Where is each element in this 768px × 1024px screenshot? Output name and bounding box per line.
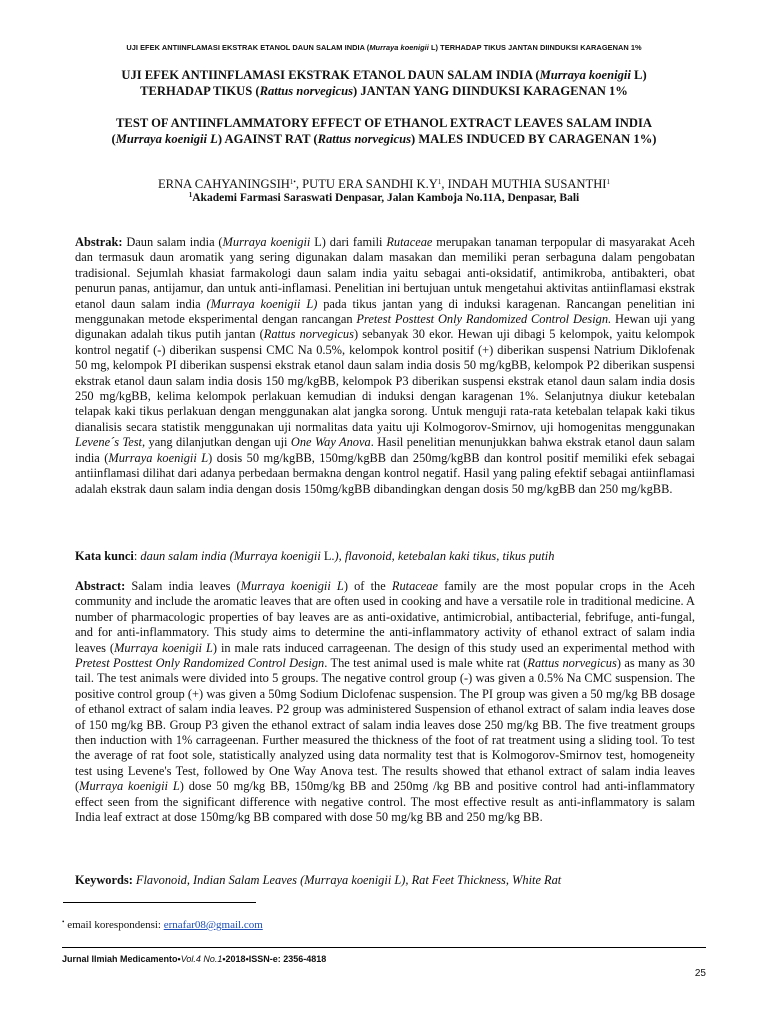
affiliation — [60, 191, 708, 206]
journal-volume: Vol.4 No.1 — [180, 954, 223, 964]
title-en-text: ) MALES INDUCED BY CARAGENAN 1%) — [411, 132, 657, 146]
title-id-text: L) — [630, 68, 647, 82]
title-en-text: TEST OF ANTIINFLAMMATORY EFFECT OF ETHANOL EXTRACT LEAVES SALAM INDIA — [116, 116, 652, 130]
abstract-text: pada tikus jantan yang di induksi karagenan. Rancangan penelitian ini menggunakan metode eksperimental dengan rancangan — [75, 296, 695, 327]
page-number: 25 — [694, 968, 706, 979]
keywords — [75, 873, 695, 888]
title-id-text: UJI EFEK ANTIINFLAMASI EKSTRAK ETANOL DAUN SALAM INDIA ( — [121, 68, 540, 82]
author-list — [60, 176, 708, 192]
abstract-text: . The test animal used is male white rat ( — [324, 656, 528, 671]
abstract-text: ) of the — [343, 579, 392, 593]
abstract-italic: One Way Anova — [290, 435, 371, 450]
abstract-italic: Murraya koenigii L — [240, 579, 344, 593]
abstract-text: Salam india leaves ( — [125, 579, 241, 593]
abstract-italic: Pretest Posttest Only Randomized Control Design. — [356, 312, 612, 327]
running-header-species: Murraya koenigii — [369, 43, 429, 52]
footnote-label: email korespondensi: — [64, 919, 164, 931]
footer-rule — [62, 947, 706, 948]
author-name: ERNA CAHYANINGSIH — [157, 177, 290, 191]
abstract-text: family are the most popular crops in the Aceh community and include the aromatic leaves that are often used in cooking and have a versatile role in traditional medicine. A number of pharmacologic properties of bay leaves are as anti-oxidative, antimicrobial, antibacterial, febrifuge, anti-fungal, and for anti-inflammatory. This study aims to determine the anti-inflammatory activity of ethanol extract of salam india leaves ( — [75, 579, 695, 655]
abstract-text: ) in male rats induced carrageenan. The design of this study used an experimental method with — [212, 640, 695, 655]
footnote-rule — [63, 902, 256, 903]
abstract-text: ) as many as 30 tail. The test animals were divided into 5 groups. The negative control group (-) was given a 0.5% Na CMC suspension. The positive control group (+) was given a 50mg Sodium Diclofenac suspension. The PI group was given a 50 mg/kg BB dosage of ethanol extract of salam india leaves. P2 group was administered Suspension of ethanol extract of salam india leaves dose of 150 mg/kg BB. Group P3 given the ethanol extract of salam india leaves dose 250 mg/kg BB. The five treatment groups then induction with 1% carrageenan. Further measured the thickness of the foot of rat treatment using a sliding tool. To test the average of rat foot sole, statistically analyzed using data normality test that is Kolmogorov-Smirnov test, homogeneity test using Levene's Test, followed by One Way Anova test. The results showed that ethanol extract of salam india leaves ( — [75, 656, 695, 794]
kata-kunci-label: Kata kunci — [75, 549, 134, 563]
abstract-italic: (Murraya koenigii L) — [206, 296, 318, 311]
keywords-label: Keywords: — [75, 873, 133, 887]
affiliation-text: Akademi Farmasi Saraswati Denpasar, Jalan Kamboja No.11A, Denpasar, Bali — [192, 192, 580, 204]
email-link[interactable]: ernafar08@gmail.com — [163, 919, 263, 931]
journal-issn: •2018•ISSN-e: 2356-4818 — [222, 954, 327, 964]
abstract-text: Daun salam india ( — [122, 235, 223, 249]
abstract-italic: Murraya koenigii L — [79, 779, 180, 794]
journal-footer — [62, 954, 326, 964]
abstract-italic: Murraya koenigii L — [108, 450, 209, 465]
author-affiliation-mark: 1 — [437, 178, 442, 186]
title-en-text: ( — [111, 132, 116, 146]
title-en-species: Murraya koenigii L — [115, 132, 218, 146]
abstract-text: . Hasil penelitian menunjukkan bahwa ekstrak etanol daun salam india ( — [75, 435, 695, 465]
abstract-italic: Pretest Posttest Only Randomized Control Design — [75, 656, 325, 671]
kata-kunci-text: L. — [323, 549, 335, 563]
abstract-italic: Rutaceae — [391, 579, 438, 593]
running-header-text-end: L) TERHADAP TIKUS JANTAN DIINDUKSI KARAGENAN 1% — [428, 43, 642, 52]
kata-kunci — [75, 549, 695, 564]
title-id-text: TERHADAP TIKUS ( — [140, 84, 260, 98]
abstract-indonesian — [75, 235, 695, 497]
title-en-text: ) AGAINST RAT ( — [217, 132, 318, 146]
kata-kunci-italic: daun salam india (Murraya koenigii — [140, 549, 324, 563]
journal-name: Jurnal Ilmiah Medicamento — [62, 954, 178, 964]
kata-kunci-colon: : — [133, 549, 141, 563]
abstract-text: L) dari famili — [310, 235, 387, 249]
abstract-label: Abstrak: — [75, 235, 123, 249]
footnote — [62, 918, 263, 932]
title-indonesian — [60, 67, 708, 99]
abstract-italic: Rattus norvegicus — [263, 327, 354, 342]
author-name: , PUTU ERA SANDHI K.Y — [295, 177, 438, 191]
running-header — [40, 43, 728, 52]
title-english — [60, 115, 708, 147]
title-en-species: Rattus norvegicus — [317, 132, 412, 146]
footnote-mark: • — [62, 918, 65, 926]
abstract-text: ) dose 50 mg/kg BB, 150mg/kg BB and 250mg /kg BB and positive control had anti-inflammatory effect seen from the significant difference with negative control. The most effective result as anti-inflammatory is salam India leaf extract at dose 150mg/kg BB compared with dose 50 mg/kg BB and 250 mg/kg BB. — [75, 779, 695, 825]
title-id-species: Rattus norvegicus — [259, 84, 353, 98]
author-affiliation-mark: 1• — [289, 178, 296, 186]
affiliation-mark: 1 — [188, 191, 193, 199]
kata-kunci-italic: ), flavonoid, ketebalan kaki tikus, tikus putih — [334, 549, 555, 563]
abstract-label: Abstract: — [75, 579, 126, 593]
abstract-english — [75, 579, 695, 826]
footer-separator: • — [177, 954, 181, 964]
abstract-italic: Murraya koenigii — [222, 235, 311, 249]
author-affiliation-mark: 1 — [606, 178, 610, 186]
abstract-text: merupakan tanaman terpopular di masyarakat Aceh dan termasuk daun aromatik yang sering digunakan dalam masakan dan memiliki peran serbaguna dalam pengobatan tradisional. Sejumlah khasiat farmakologi daun salam india yaitu sebagai anti-oksidatif, antimikroba, antibakteri, obat penurun panas, antijamur, dan untuk anti-inflamasi. Penelitian ini bertujuan untuk mengetahui aktivitas antiinflamasi ekstrak etanol daun salam india — [75, 235, 695, 311]
running-header-text: UJI EFEK ANTIINFLAMASI EKSTRAK ETANOL DAUN SALAM INDIA ( — [126, 43, 370, 52]
abstract-italic: Levene´s Test, — [75, 435, 146, 450]
author-name: , INDAH MUTHIA SUSANTHI — [441, 177, 607, 191]
abstract-text: ) sebanyak 30 ekor. Hewan uji dibagi 5 kelompok, yaitu kelompok kontrol negatif (-) diberikan suspensi CMC Na 0.5%, kelompok kontrol positif (+) diberikan suspensi Natrium Diklofenak 50 mg, kelompok PI diberikan suspensi ekstrak etanol daun salam india dosis 50 mg/kgBB, kelompok P2 diberikan suspensi ekstrak etanol daun salam india dosis 150 mg/kgBB, kelompok P3 diberikan suspensi ekstrak etanol daun salam india dosis 250 mg/kgBB, kelima kelompok perlakuan kemudian di induksi dengan karagenan 1%. Selanjutnya diukur ketebalan telapak kaki tikus perlakuan dengan menggunakan alat jangka sorong. Untuk menguji rata-rata ketebalan telapak kaki tikus dianalisis secara statistik menggunakan uji normalitas data yaitu uji Kolmogorov-Smirnov, uji homogenitas menggunakan — [75, 327, 695, 434]
title-id-text: ) JANTAN YANG DIINDUKSI KARAGENAN 1% — [352, 84, 628, 98]
abstract-italic: Rutaceae — [386, 235, 433, 249]
keywords-text: Flavonoid, Indian Salam Leaves (Murraya koenigii L), Rat Feet Thickness, White Rat — [132, 873, 562, 887]
abstract-text: Hewan uji yang digunakan adalah tikus putih jantan ( — [75, 312, 695, 342]
title-id-species: Murraya koenigii — [539, 68, 631, 82]
abstract-text: ) dosis 50 mg/kgBB, 150mg/kgBB dan 250mg/kgBB dan kontrol positif memiliki efek sebagai antiinflamasi dilihat dari adanya perbedaan bermakna dengan kontrol negatif. Hasil yang paling efektif sebagai antiinflamasi adalah ekstrak daun salam india dengan dosis 150mg/kgBB dibandingkan dengan dosis 50 mg/kgBB dan 250 mg/kgBB. — [75, 450, 695, 496]
abstract-text: yang dilanjutkan dengan uji — [145, 435, 291, 450]
abstract-italic: Rattus norvegicus — [527, 656, 617, 671]
abstract-italic: Murraya koenigii L — [114, 640, 213, 655]
